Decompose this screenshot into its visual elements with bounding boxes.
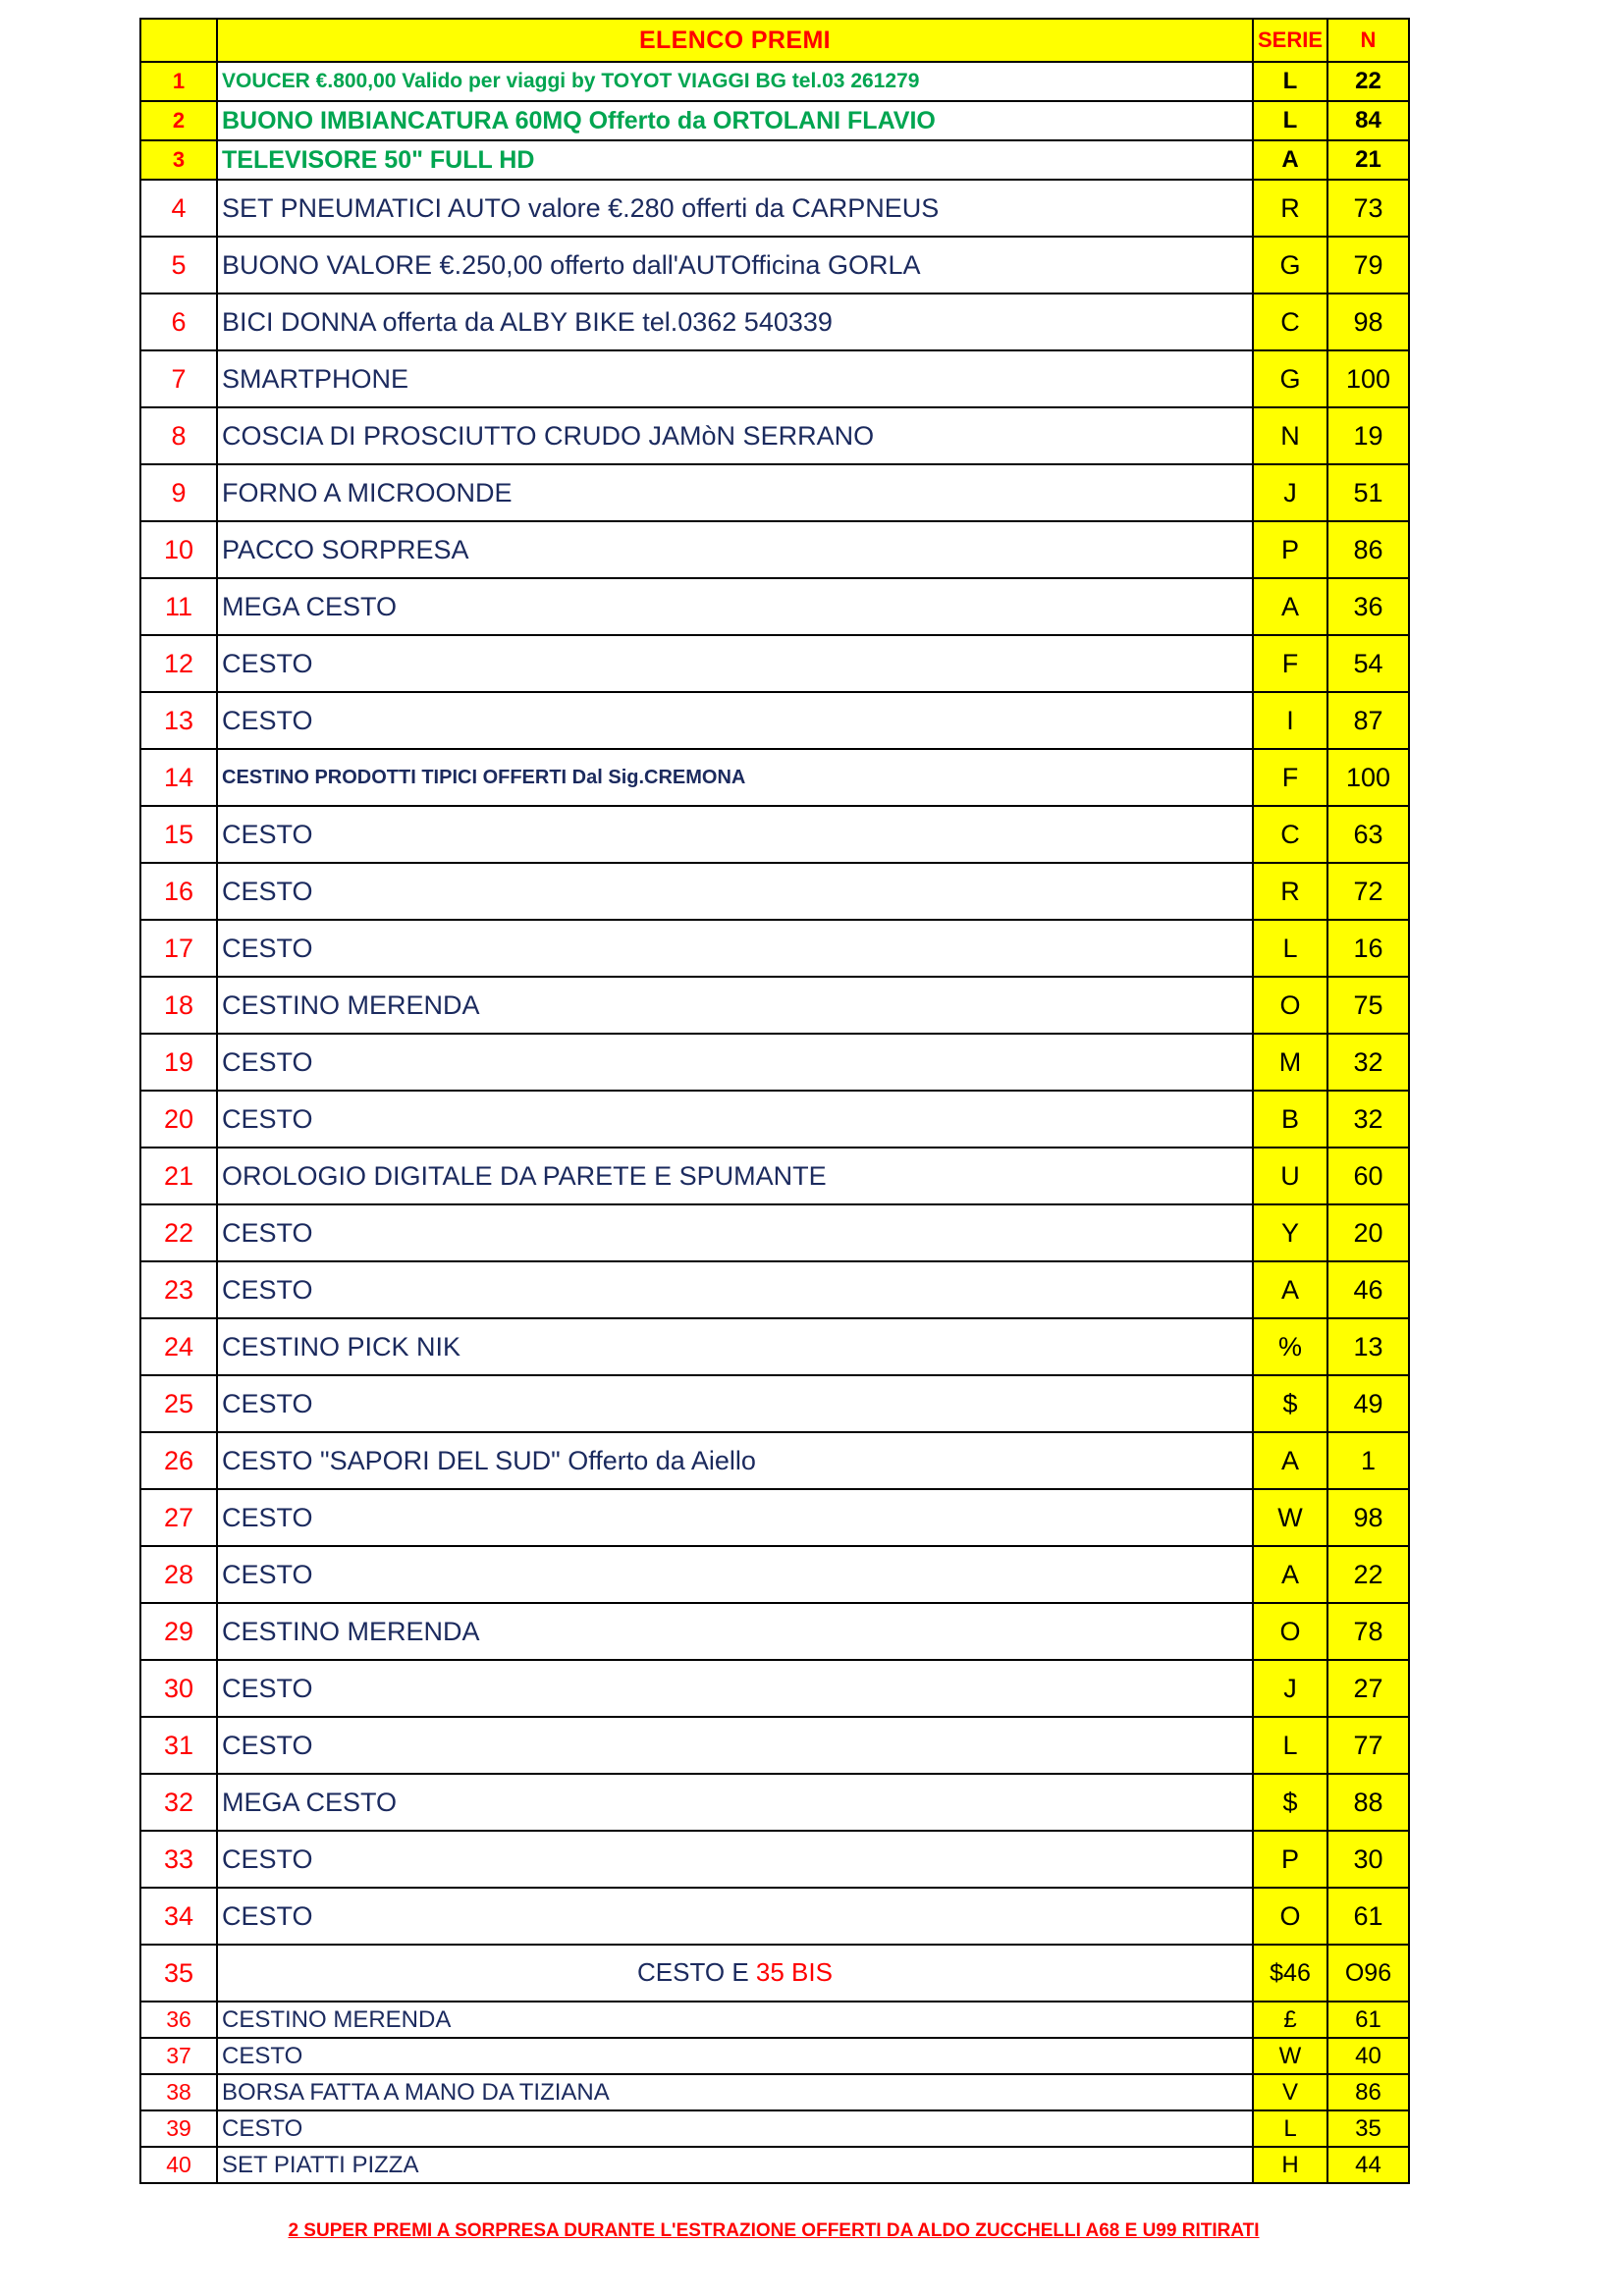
prize-serie: P [1253,1831,1327,1888]
prize-number: 100 [1327,749,1409,806]
prize-index: 29 [140,1603,217,1660]
prize-serie: A [1253,1261,1327,1318]
table-row [140,578,1409,635]
table-row [140,62,1409,101]
prize-number: 98 [1327,1489,1409,1546]
prize-index: 6 [140,294,217,350]
prize-index: 7 [140,350,217,407]
prize-description: CESTO [217,2038,1253,2074]
prize-serie: F [1253,635,1327,692]
prize-number: 60 [1327,1148,1409,1204]
prize-description: BORSA FATTA A MANO DA TIZIANA [217,2074,1253,2110]
table-row [140,464,1409,521]
prize-serie: J [1253,464,1327,521]
prize-serie: M [1253,1034,1327,1091]
prize-description: CESTO [217,1091,1253,1148]
prize-index: 37 [140,2038,217,2074]
prize-description: SET PIATTI PIZZA [217,2147,1253,2183]
prize-description: CESTO [217,1831,1253,1888]
table-row [140,350,1409,407]
prize-number: 44 [1327,2147,1409,2183]
table-body [140,62,1409,2183]
prize-index: 27 [140,1489,217,1546]
prize-index: 36 [140,2002,217,2038]
prize-description: CESTO [217,2110,1253,2147]
prize-index: 34 [140,1888,217,1945]
table-row [140,2002,1409,2038]
prize-description: SMARTPHONE [217,350,1253,407]
prize-number: 86 [1327,2074,1409,2110]
prize-index: 39 [140,2110,217,2147]
prize-index: 1 [140,62,217,101]
prize-number: 22 [1327,62,1409,101]
prize-number: 79 [1327,237,1409,294]
table-row [140,1261,1409,1318]
prize-index: 35 [140,1945,217,2002]
prize-number: 32 [1327,1034,1409,1091]
prize-index: 12 [140,635,217,692]
prize-number: 63 [1327,806,1409,863]
prize-serie: C [1253,806,1327,863]
prize-number: 49 [1327,1375,1409,1432]
prize-number: 19 [1327,407,1409,464]
prize-index: 23 [140,1261,217,1318]
prize-serie: R [1253,180,1327,237]
prize-index: 2 [140,101,217,140]
table-row [140,140,1409,180]
prize-index: 31 [140,1717,217,1774]
prize-index: 5 [140,237,217,294]
prize-index: 17 [140,920,217,977]
prize-index: 4 [140,180,217,237]
prize-serie: C [1253,294,1327,350]
prize-serie: U [1253,1148,1327,1204]
prize-description: SET PNEUMATICI AUTO valore €.280 offerti da CARPNEUS [217,180,1253,237]
prize-index: 33 [140,1831,217,1888]
table-row [140,521,1409,578]
prize-index: 13 [140,692,217,749]
table-row [140,1091,1409,1148]
prize-description: CESTINO MERENDA [217,2002,1253,2038]
table-row [140,920,1409,977]
prize-serie: L [1253,1717,1327,1774]
prize-number: 88 [1327,1774,1409,1831]
prize-serie: $46 [1253,1945,1327,2002]
prize-serie: O [1253,1603,1327,1660]
prize-serie: J [1253,1660,1327,1717]
prize-index: 24 [140,1318,217,1375]
prize-number: 77 [1327,1717,1409,1774]
prize-description: VOUCER €.800,00 Valido per viaggi by TOYOT VIAGGI BG tel.03 261279 [217,62,1253,101]
prize-description: BICI DONNA offerta da ALBY BIKE tel.0362 540339 [217,294,1253,350]
prize-index: 3 [140,140,217,180]
prize-number: 40 [1327,2038,1409,2074]
prize-index: 19 [140,1034,217,1091]
table-row [140,2147,1409,2183]
prize-description: FORNO A MICROONDE [217,464,1253,521]
prize-description: BUONO IMBIANCATURA 60MQ Offerto da ORTOLANI FLAVIO [217,101,1253,140]
prize-index: 18 [140,977,217,1034]
prize-description: CESTINO PICK NIK [217,1318,1253,1375]
table-row [140,1831,1409,1888]
prize-number: 78 [1327,1603,1409,1660]
header-index-cell [140,19,217,62]
prize-serie: I [1253,692,1327,749]
prize-serie: V [1253,2074,1327,2110]
prize-description: MEGA CESTO [217,578,1253,635]
table-row [140,237,1409,294]
prize-number: 27 [1327,1660,1409,1717]
prize-number: 87 [1327,692,1409,749]
prize-serie: R [1253,863,1327,920]
prize-description-main: CESTO E [637,1957,756,1988]
prize-description: CESTO [217,692,1253,749]
prize-description: CESTO [217,1261,1253,1318]
table-row [140,294,1409,350]
prize-serie: L [1253,101,1327,140]
header-serie: SERIE [1253,19,1327,62]
table-row [140,635,1409,692]
table-row [140,2110,1409,2147]
prize-number: 72 [1327,863,1409,920]
prize-serie: W [1253,1489,1327,1546]
prize-description: CESTO [217,1204,1253,1261]
prize-description [217,1945,1253,2002]
prize-number: 16 [1327,920,1409,977]
prize-description: CESTO [217,1888,1253,1945]
prize-index: 22 [140,1204,217,1261]
prize-description: CESTO [217,1660,1253,1717]
prize-serie: O [1253,977,1327,1034]
prize-number: O96 [1327,1945,1409,2002]
prize-index: 26 [140,1432,217,1489]
prize-index: 20 [140,1091,217,1148]
prize-description-bis: 35 BIS [755,1957,833,1988]
footer-note: 2 SUPER PREMI A SORPRESA DURANTE L'ESTRAZIONE OFFERTI DA ALDO ZUCCHELLI A68 E U99 RITIRATI [288,2220,1260,2241]
prize-number: 84 [1327,101,1409,140]
table-header [140,19,1409,62]
prize-index: 28 [140,1546,217,1603]
prize-description: PACCO SORPRESA [217,521,1253,578]
table-row [140,806,1409,863]
prize-description: COSCIA DI PROSCIUTTO CRUDO JAMòN SERRANO [217,407,1253,464]
prize-number: 51 [1327,464,1409,521]
table-row [140,1945,1409,2002]
prize-index: 14 [140,749,217,806]
prize-serie: G [1253,350,1327,407]
prize-serie: P [1253,521,1327,578]
table-row [140,1546,1409,1603]
prize-number: 32 [1327,1091,1409,1148]
table-row [140,692,1409,749]
prize-description: CESTO [217,1717,1253,1774]
table-row [140,1148,1409,1204]
prize-description: CESTO [217,806,1253,863]
prize-number: 36 [1327,578,1409,635]
table-row [140,1888,1409,1945]
table-row [140,101,1409,140]
table-row [140,180,1409,237]
prize-index: 16 [140,863,217,920]
table-row [140,2074,1409,2110]
prize-serie: A [1253,140,1327,180]
prize-number: 54 [1327,635,1409,692]
prize-number: 35 [1327,2110,1409,2147]
prize-serie: A [1253,578,1327,635]
table-row [140,977,1409,1034]
prize-serie: G [1253,237,1327,294]
prize-description: CESTO [217,1034,1253,1091]
prize-serie: £ [1253,2002,1327,2038]
prize-index: 10 [140,521,217,578]
prize-index: 32 [140,1774,217,1831]
prize-index: 40 [140,2147,217,2183]
prize-number: 22 [1327,1546,1409,1603]
prize-number: 30 [1327,1831,1409,1888]
prize-index: 15 [140,806,217,863]
prize-index: 21 [140,1148,217,1204]
table-row [140,1489,1409,1546]
table-row [140,749,1409,806]
prize-serie: A [1253,1546,1327,1603]
prize-index: 25 [140,1375,217,1432]
prize-serie: A [1253,1432,1327,1489]
prize-description: OROLOGIO DIGITALE DA PARETE E SPUMANTE [217,1148,1253,1204]
prize-index: 30 [140,1660,217,1717]
prize-serie: L [1253,2110,1327,2147]
table-row [140,1603,1409,1660]
prize-description: CESTO [217,863,1253,920]
prize-serie: L [1253,62,1327,101]
prize-serie: $ [1253,1774,1327,1831]
header-row [140,19,1409,62]
header-n: N [1327,19,1409,62]
prize-number: 75 [1327,977,1409,1034]
prize-description: CESTO [217,1375,1253,1432]
prize-description: MEGA CESTO [217,1774,1253,1831]
prize-description: BUONO VALORE €.250,00 offerto dall'AUTOfficina GORLA [217,237,1253,294]
table-row [140,407,1409,464]
prize-serie: L [1253,920,1327,977]
prize-serie: O [1253,1888,1327,1945]
table-row [140,1318,1409,1375]
prize-description: CESTO [217,635,1253,692]
prize-description: CESTO [217,920,1253,977]
prize-serie: Y [1253,1204,1327,1261]
table-row [140,1204,1409,1261]
prize-serie: % [1253,1318,1327,1375]
prize-description: CESTINO PRODOTTI TIPICI OFFERTI Dal Sig.CREMONA [217,749,1253,806]
table-row [140,1432,1409,1489]
table-row [140,1375,1409,1432]
prize-number: 13 [1327,1318,1409,1375]
prize-number: 1 [1327,1432,1409,1489]
prize-serie: $ [1253,1375,1327,1432]
prize-description: CESTO [217,1489,1253,1546]
page-title: ELENCO PREMI [217,19,1253,62]
prize-serie: W [1253,2038,1327,2074]
prize-number: 61 [1327,2002,1409,2038]
prize-description: CESTO [217,1546,1253,1603]
table-row [140,1660,1409,1717]
prize-index: 11 [140,578,217,635]
prize-description: CESTINO MERENDA [217,1603,1253,1660]
prize-number: 61 [1327,1888,1409,1945]
prize-index: 38 [140,2074,217,2110]
prize-index: 8 [140,407,217,464]
table-row [140,1717,1409,1774]
prize-number: 21 [1327,140,1409,180]
prize-serie: B [1253,1091,1327,1148]
prize-serie: N [1253,407,1327,464]
prize-table [139,18,1410,2184]
prize-serie: H [1253,2147,1327,2183]
prize-description: TELEVISORE 50" FULL HD [217,140,1253,180]
prize-index: 9 [140,464,217,521]
prize-number: 46 [1327,1261,1409,1318]
table-row [140,1774,1409,1831]
prize-description: CESTO "SAPORI DEL SUD" Offerto da Aiello [217,1432,1253,1489]
prize-number: 73 [1327,180,1409,237]
table-row [140,2038,1409,2074]
prize-number: 98 [1327,294,1409,350]
prize-number: 100 [1327,350,1409,407]
table-row [140,863,1409,920]
prize-number: 86 [1327,521,1409,578]
prize-number: 20 [1327,1204,1409,1261]
table-row [140,1034,1409,1091]
prize-description: CESTINO MERENDA [217,977,1253,1034]
prize-serie: F [1253,749,1327,806]
